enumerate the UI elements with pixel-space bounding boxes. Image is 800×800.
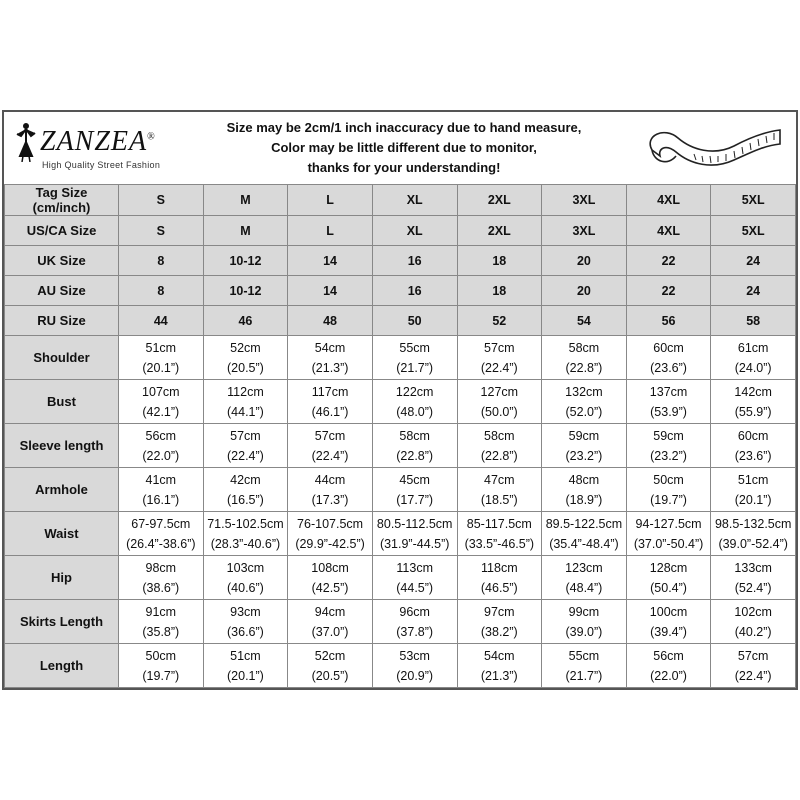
measurement-inch: (26.4”-38.6”) xyxy=(126,536,196,551)
measurement-cm: 59cm xyxy=(568,428,600,443)
size-cell: 3XL xyxy=(542,185,627,216)
measurement-cell xyxy=(288,512,373,556)
measurement-cell xyxy=(288,600,373,644)
measurement-cell xyxy=(288,336,373,380)
measurement-cell xyxy=(542,424,627,468)
size-cell: 52 xyxy=(457,306,542,336)
measurement-cm: 57cm xyxy=(314,428,346,443)
size-cell: L xyxy=(288,216,373,246)
measurement-cell xyxy=(711,424,796,468)
measurement-cell xyxy=(457,644,542,688)
measurement-cm: 57cm xyxy=(737,648,769,663)
row-label: Sleeve length xyxy=(5,424,119,468)
measurement-cell xyxy=(203,380,288,424)
measurement-cell xyxy=(711,512,796,556)
measurement-inch: (50.4”) xyxy=(650,580,687,595)
measurement-inch: (16.5”) xyxy=(227,492,264,507)
measurement-inch: (22.4”) xyxy=(227,448,264,463)
measurement-inch: (24.0”) xyxy=(734,360,772,375)
measurement-cell xyxy=(626,468,711,512)
row-label: Hip xyxy=(5,556,119,600)
measurement-cell xyxy=(288,644,373,688)
measurement-inch: (21.3”) xyxy=(311,360,349,375)
size-cell: M xyxy=(203,185,288,216)
measurement-cm: 51cm xyxy=(737,472,769,487)
measurement-inch: (40.2”) xyxy=(734,624,772,639)
measurement-cm: 107cm xyxy=(142,384,180,399)
measurement-cell xyxy=(288,468,373,512)
row-label-line: (cm/inch) xyxy=(32,200,91,215)
measurement-cm: 99cm xyxy=(568,604,600,619)
measurement-cell xyxy=(711,556,796,600)
measurement-inch: (52.4”) xyxy=(734,580,772,595)
row-label-line: US/CA Size xyxy=(26,223,97,238)
measurement-inch: (39.0”-52.4”) xyxy=(718,536,788,551)
size-cell: L xyxy=(288,185,373,216)
measurement-inch: (17.7”) xyxy=(396,492,434,507)
size-cell: S xyxy=(119,216,204,246)
measurement-cm: 127cm xyxy=(480,384,519,399)
measurement-inch: (21.7”) xyxy=(396,360,434,375)
measurement-cm: 100cm xyxy=(649,604,688,619)
measurement-cell xyxy=(203,600,288,644)
size-cell: 2XL xyxy=(457,216,542,246)
measurement-cell xyxy=(711,644,796,688)
measurement-inch: (18.9”) xyxy=(565,492,603,507)
measurement-inch: (17.3”) xyxy=(311,492,349,507)
size-cell: 54 xyxy=(542,306,627,336)
row-label xyxy=(5,246,119,276)
row-label: Armhole xyxy=(5,468,119,512)
measurement-cell xyxy=(203,424,288,468)
measurement-cm: 137cm xyxy=(649,384,688,399)
measurement-cm: 93cm xyxy=(230,604,261,619)
measurement-cm: 132cm xyxy=(565,384,603,399)
measurement-cm: 89.5-122.5cm xyxy=(545,516,623,531)
measurement-inch: (52.0”) xyxy=(565,404,603,419)
size-cell: 14 xyxy=(288,276,373,306)
measurement-cm: 103cm xyxy=(226,560,265,575)
size-cell: 4XL xyxy=(626,185,711,216)
measurement-cell xyxy=(372,512,457,556)
measurement-cell xyxy=(457,336,542,380)
measurement-inch: (20.1”) xyxy=(734,492,772,507)
size-cell: 8 xyxy=(119,276,204,306)
measurement-cm: 45cm xyxy=(399,472,430,487)
measurement-inch: (37.0”-50.4”) xyxy=(633,536,704,551)
measurement-inch: (38.2”) xyxy=(480,624,518,639)
row-label-line: AU Size xyxy=(37,283,86,298)
measurement-row xyxy=(5,556,796,600)
measurement-inch: (19.7”) xyxy=(650,492,687,507)
measurement-cell xyxy=(203,468,288,512)
size-row xyxy=(5,306,796,336)
measurement-inch: (20.1”) xyxy=(142,360,180,375)
measurement-cell xyxy=(372,424,457,468)
measurement-inch: (42.5”) xyxy=(311,580,349,595)
measurement-cell xyxy=(119,380,204,424)
measurement-cell xyxy=(626,512,711,556)
row-label: Skirts Length xyxy=(5,600,119,644)
measurement-cm: 44cm xyxy=(314,472,346,487)
measurement-inch: (50.0”) xyxy=(480,404,518,419)
measurement-cm: 41cm xyxy=(145,472,177,487)
measurement-cell xyxy=(119,644,204,688)
measurement-cell xyxy=(542,644,627,688)
measurement-row xyxy=(5,424,796,468)
size-cell: 8 xyxy=(119,246,204,276)
size-cell: 22 xyxy=(626,246,711,276)
measurement-inch: (20.1”) xyxy=(227,668,264,683)
measurement-inch: (35.4”-48.4”) xyxy=(549,536,619,551)
measurement-cell xyxy=(203,556,288,600)
measurement-inch: (22.8”) xyxy=(480,448,518,463)
measurement-cell xyxy=(457,556,542,600)
measurement-cm: 108cm xyxy=(311,560,349,575)
measurement-cm: 55cm xyxy=(399,340,430,355)
measurement-inch: (22.8”) xyxy=(396,448,434,463)
measurement-cell xyxy=(626,644,711,688)
measurement-cm: 56cm xyxy=(145,428,177,443)
measurement-cm: 51cm xyxy=(145,340,177,355)
measurement-cell xyxy=(203,336,288,380)
measurement-cm: 122cm xyxy=(395,384,434,399)
measurement-cm: 48cm xyxy=(568,472,600,487)
measurement-cell xyxy=(372,644,457,688)
measurement-cm: 67-97.5cm xyxy=(131,516,191,531)
measurement-inch: (46.1”) xyxy=(311,404,349,419)
measurement-cm: 112cm xyxy=(227,384,264,399)
size-cell: 48 xyxy=(288,306,373,336)
measurement-cm: 58cm xyxy=(484,428,515,443)
measurement-cm: 102cm xyxy=(734,604,772,619)
measurement-cell xyxy=(288,556,373,600)
row-label xyxy=(5,185,119,216)
measurement-inch: (22.0”) xyxy=(142,448,180,463)
size-cell: 24 xyxy=(711,276,796,306)
measurement-inch: (39.0”) xyxy=(565,624,603,639)
size-cell: 5XL xyxy=(711,216,796,246)
size-cell: 20 xyxy=(542,276,627,306)
size-table xyxy=(4,184,796,688)
measurement-inch: (33.5”-46.5”) xyxy=(464,536,535,551)
measurement-cm: 55cm xyxy=(568,648,600,663)
measurement-inch: (40.6”) xyxy=(227,580,264,595)
size-cell: 4XL xyxy=(626,216,711,246)
measurement-cell xyxy=(203,644,288,688)
measurement-cell xyxy=(119,468,204,512)
brand-reg-mark: ® xyxy=(147,131,156,143)
measurement-cell xyxy=(288,424,373,468)
measurement-cm: 133cm xyxy=(734,560,772,575)
measurement-cm: 61cm xyxy=(737,340,769,355)
measurement-row xyxy=(5,380,796,424)
size-cell: 3XL xyxy=(542,216,627,246)
measurement-cm: 97cm xyxy=(484,604,515,619)
fashion-model-icon xyxy=(14,122,38,162)
measurement-inch: (31.9”-44.5”) xyxy=(379,536,450,551)
notice-line: thanks for your understanding! xyxy=(307,160,501,175)
measurement-inch: (22.4”) xyxy=(480,360,518,375)
measurement-cm: 71.5-102.5cm xyxy=(207,516,284,531)
measurement-inch: (28.3”-40.6”) xyxy=(210,536,281,551)
measurement-inch: (22.0”) xyxy=(650,668,687,683)
measurement-inch: (37.0”) xyxy=(311,624,349,639)
measurement-cm: 117cm xyxy=(311,384,349,399)
row-label: Shoulder xyxy=(5,336,119,380)
measurement-inch: (22.8”) xyxy=(565,360,603,375)
brand-tagline: High Quality Street Fashion xyxy=(42,160,161,170)
measurement-row xyxy=(5,512,796,556)
size-cell: 46 xyxy=(203,306,288,336)
measurement-inch: (44.1”) xyxy=(227,404,264,419)
measurement-inch: (42.1”) xyxy=(142,404,180,419)
measurement-cm: 142cm xyxy=(734,384,772,399)
size-row xyxy=(5,276,796,306)
measurement-cell xyxy=(119,600,204,644)
measurement-cell xyxy=(542,512,627,556)
measurement-cm: 54cm xyxy=(314,340,346,355)
measurement-cm: 123cm xyxy=(565,560,603,575)
measurement-cm: 94-127.5cm xyxy=(635,516,702,531)
size-cell: 18 xyxy=(457,246,542,276)
measurement-cell xyxy=(626,336,711,380)
measurement-inch: (48.0”) xyxy=(396,404,434,419)
measurement-cm: 54cm xyxy=(484,648,515,663)
measurement-cell xyxy=(711,468,796,512)
measurement-cm: 94cm xyxy=(314,604,346,619)
measurement-cell xyxy=(457,424,542,468)
measurement-cm: 128cm xyxy=(649,560,688,575)
measurement-inch: (20.5”) xyxy=(227,360,264,375)
measurement-cm: 52cm xyxy=(230,340,261,355)
measurement-cell xyxy=(119,556,204,600)
measurement-cell xyxy=(542,380,627,424)
measuring-tape-icon xyxy=(634,116,784,180)
measurement-inch: (36.6”) xyxy=(227,624,264,639)
measurement-inch: (37.8”) xyxy=(396,624,434,639)
measurement-cell xyxy=(372,468,457,512)
measurement-cell xyxy=(457,468,542,512)
measurement-inch: (21.7”) xyxy=(565,668,603,683)
measurement-row xyxy=(5,336,796,380)
measurement-inch: (23.6”) xyxy=(734,448,772,463)
measurement-cell xyxy=(626,424,711,468)
measurement-inch: (19.7”) xyxy=(142,668,180,683)
measurement-inch: (20.9”) xyxy=(396,668,434,683)
measurement-cm: 58cm xyxy=(568,340,600,355)
measurement-cell xyxy=(542,468,627,512)
size-cell: 24 xyxy=(711,246,796,276)
measurement-cell xyxy=(203,512,288,556)
measurement-cm: 60cm xyxy=(653,340,684,355)
measurement-inch: (22.4”) xyxy=(311,448,349,463)
measurement-cell xyxy=(626,556,711,600)
measurement-cm: 52cm xyxy=(314,648,346,663)
measurement-cell xyxy=(626,380,711,424)
measurement-cm: 58cm xyxy=(399,428,430,443)
measurement-cm: 47cm xyxy=(484,472,515,487)
measurement-inch: (35.8”) xyxy=(142,624,180,639)
measurement-inch: (18.5”) xyxy=(480,492,518,507)
size-row xyxy=(5,216,796,246)
measurement-cm: 42cm xyxy=(230,472,261,487)
row-label: Bust xyxy=(5,380,119,424)
measurement-inch: (23.2”) xyxy=(650,448,687,463)
measurement-cell xyxy=(626,600,711,644)
measurement-inch: (55.9”) xyxy=(734,404,772,419)
measurement-inch: (39.4”) xyxy=(650,624,687,639)
chart-header xyxy=(4,112,796,185)
measurement-inch: (20.5”) xyxy=(311,668,349,683)
measurement-cell xyxy=(372,336,457,380)
measurement-cell xyxy=(711,336,796,380)
measurement-cell xyxy=(457,512,542,556)
size-row xyxy=(5,185,796,216)
measurement-cm: 96cm xyxy=(399,604,430,619)
row-label-line: UK Size xyxy=(37,253,86,268)
size-cell: 14 xyxy=(288,246,373,276)
measurement-inch: (48.4”) xyxy=(565,580,603,595)
measurement-inch: (16.1”) xyxy=(142,492,180,507)
measurement-cm: 50cm xyxy=(145,648,177,663)
measurement-cell xyxy=(711,600,796,644)
measurement-row xyxy=(5,468,796,512)
measurement-cell xyxy=(119,424,204,468)
measurement-cell xyxy=(457,600,542,644)
measurement-cm: 51cm xyxy=(230,648,261,663)
measurement-inch: (44.5”) xyxy=(396,580,434,595)
measurement-inch: (23.2”) xyxy=(565,448,603,463)
size-cell: XL xyxy=(372,185,457,216)
measurement-cell xyxy=(288,380,373,424)
measurement-cell xyxy=(372,556,457,600)
measurement-cm: 85-117.5cm xyxy=(466,516,532,531)
row-label: Length xyxy=(5,644,119,688)
measurement-cell xyxy=(372,380,457,424)
size-cell: 16 xyxy=(372,276,457,306)
measurement-inch: (29.9”-42.5”) xyxy=(295,536,365,551)
measurement-cm: 59cm xyxy=(653,428,684,443)
measurement-row xyxy=(5,644,796,688)
measurement-cm: 118cm xyxy=(481,560,518,575)
size-cell: 50 xyxy=(372,306,457,336)
size-cell: 16 xyxy=(372,246,457,276)
measurement-cm: 98.5-132.5cm xyxy=(714,516,792,531)
notice-line: Size may be 2cm/1 inch inaccuracy due to hand measure, xyxy=(226,120,582,135)
measurement-inch: (21.3”) xyxy=(480,668,518,683)
row-label xyxy=(5,276,119,306)
measurement-cell xyxy=(542,600,627,644)
measurement-notice xyxy=(204,118,604,178)
size-cell: 58 xyxy=(711,306,796,336)
measurement-cm: 57cm xyxy=(484,340,515,355)
measurement-cm: 56cm xyxy=(653,648,684,663)
brand-name: ZANZEA xyxy=(40,126,148,157)
measurement-cell xyxy=(542,556,627,600)
size-chart xyxy=(2,110,798,690)
measurement-cm: 53cm xyxy=(399,648,430,663)
measurement-cell xyxy=(457,380,542,424)
size-cell: 2XL xyxy=(457,185,542,216)
size-cell: 20 xyxy=(542,246,627,276)
row-label: Waist xyxy=(5,512,119,556)
size-cell: 44 xyxy=(119,306,204,336)
measurement-cm: 76-107.5cm xyxy=(297,516,364,531)
size-cell: 56 xyxy=(626,306,711,336)
size-cell: 5XL xyxy=(711,185,796,216)
size-cell: 22 xyxy=(626,276,711,306)
measurement-inch: (23.6”) xyxy=(650,360,687,375)
measurement-inch: (38.6”) xyxy=(142,580,180,595)
measurement-cm: 57cm xyxy=(230,428,261,443)
row-label xyxy=(5,306,119,336)
size-cell: 10-12 xyxy=(203,276,288,306)
measurement-inch: (53.9”) xyxy=(650,404,687,419)
measurement-cm: 50cm xyxy=(653,472,684,487)
measurement-cm: 80.5-112.5cm xyxy=(376,516,453,531)
size-cell: S xyxy=(119,185,204,216)
measurement-inch: (22.4”) xyxy=(734,668,772,683)
brand-logo xyxy=(10,116,210,180)
measurement-inch: (46.5”) xyxy=(480,580,518,595)
size-cell: M xyxy=(203,216,288,246)
measurement-cm: 98cm xyxy=(145,560,177,575)
row-label-line: RU Size xyxy=(37,313,86,328)
size-cell: XL xyxy=(372,216,457,246)
measurement-cell xyxy=(711,380,796,424)
notice-line: Color may be little different due to monitor, xyxy=(271,140,537,155)
measurement-cm: 113cm xyxy=(396,560,433,575)
measurement-cell xyxy=(119,512,204,556)
size-cell: 10-12 xyxy=(203,246,288,276)
measurement-cm: 60cm xyxy=(737,428,769,443)
row-label-line: Tag Size xyxy=(35,185,88,200)
size-cell: 18 xyxy=(457,276,542,306)
row-label xyxy=(5,216,119,246)
measurement-cell xyxy=(372,600,457,644)
measurement-cell xyxy=(119,336,204,380)
measurement-row xyxy=(5,600,796,644)
measurement-cm: 91cm xyxy=(145,604,177,619)
size-row xyxy=(5,246,796,276)
measurement-cell xyxy=(542,336,627,380)
